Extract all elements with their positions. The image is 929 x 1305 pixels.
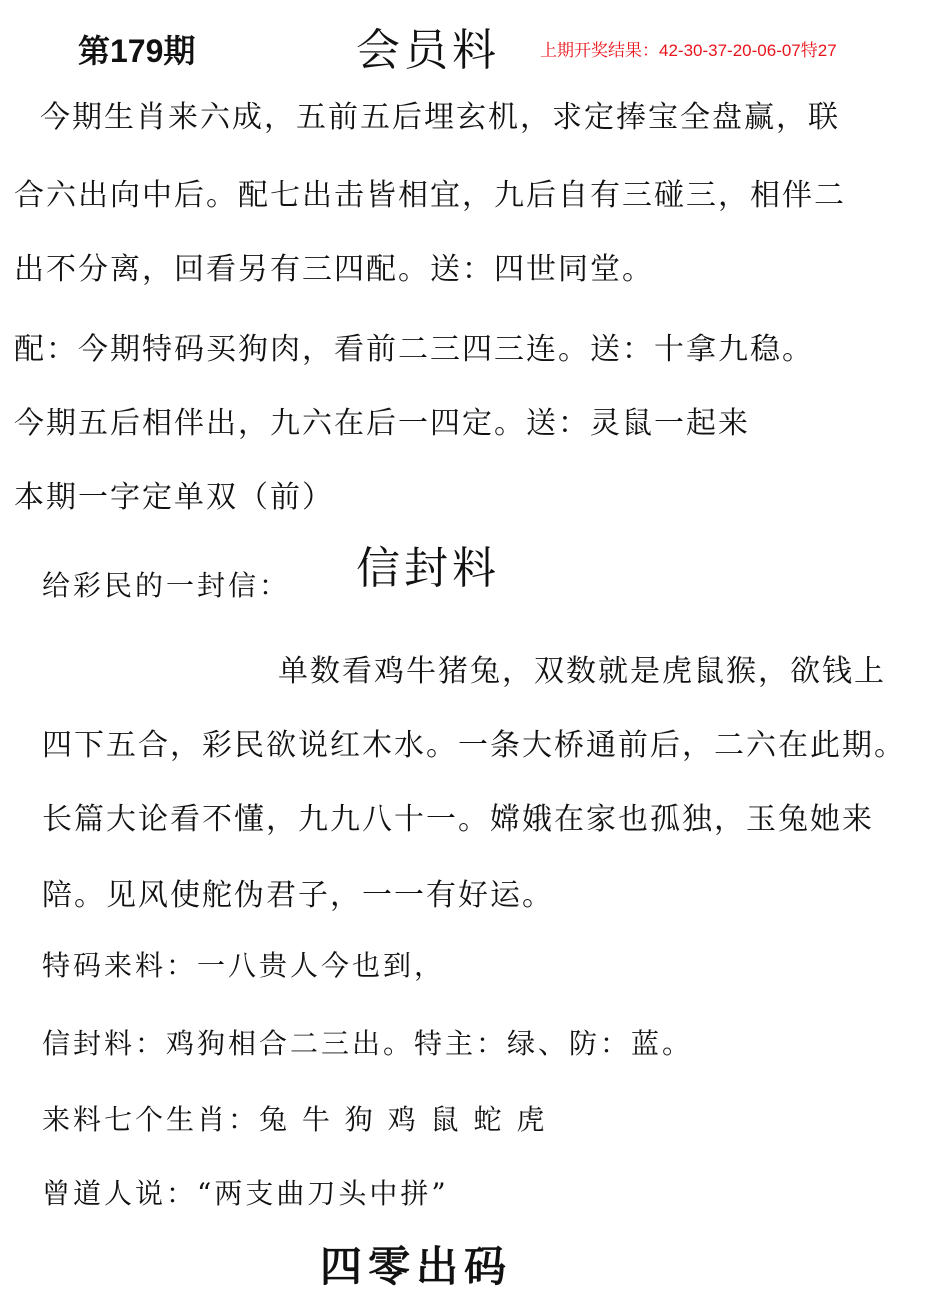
member-line: 合六出向中后。配七出击皆相宜，九后自有三碰三，相伴二 (14, 178, 846, 213)
member-line: 今期五后相伴出，九六在后一四定。送：灵鼠一起来 (14, 406, 750, 441)
letter-line: 陪。见风使舵伪君子，一一有好运。 (42, 878, 554, 913)
issue-number: 第179期 (78, 33, 196, 69)
member-line: 配：今期特码买狗肉，看前二三四三连。送：十拿九稳。 (14, 332, 814, 367)
letter-note: 信封料：鸡狗相合二三出。特主：绿、防：蓝。 (42, 1027, 694, 1060)
letter-line: 四下五合，彩民欲说红木水。一条大桥通前后，二六在此期。 (42, 728, 906, 763)
letter-title: 信封料 (356, 543, 500, 594)
page-title: 会员料 (356, 25, 500, 76)
member-line: 出不分离，回看另有三四配。送：四世同堂。 (14, 252, 654, 287)
letter-line: 长篇大论看不懂，九九八十一。嫦娥在家也孤独，玉兔她来 (42, 802, 874, 837)
letter-note: 曾道人说：“两支曲刀头中拼” (42, 1177, 449, 1210)
previous-result: 上期开奖结果：42-30-37-20-06-07特27 (540, 41, 837, 60)
member-line: 今期生肖来六成，五前五后埋玄机，求定捧宝全盘赢，联 (40, 100, 840, 135)
letter-intro: 给彩民的一封信： (42, 569, 291, 602)
member-line: 本期一字定单双（前） (14, 480, 334, 515)
letter-note: 来料七个生肖：兔 牛 狗 鸡 鼠 蛇 虎 (42, 1103, 548, 1136)
letter-note: 特码来料：一八贵人今也到， (42, 949, 446, 982)
letter-line: 单数看鸡牛猪兔，双数就是虎鼠猴，欲钱上 (278, 654, 886, 689)
footer-title: 四零出码 (320, 1242, 513, 1291)
